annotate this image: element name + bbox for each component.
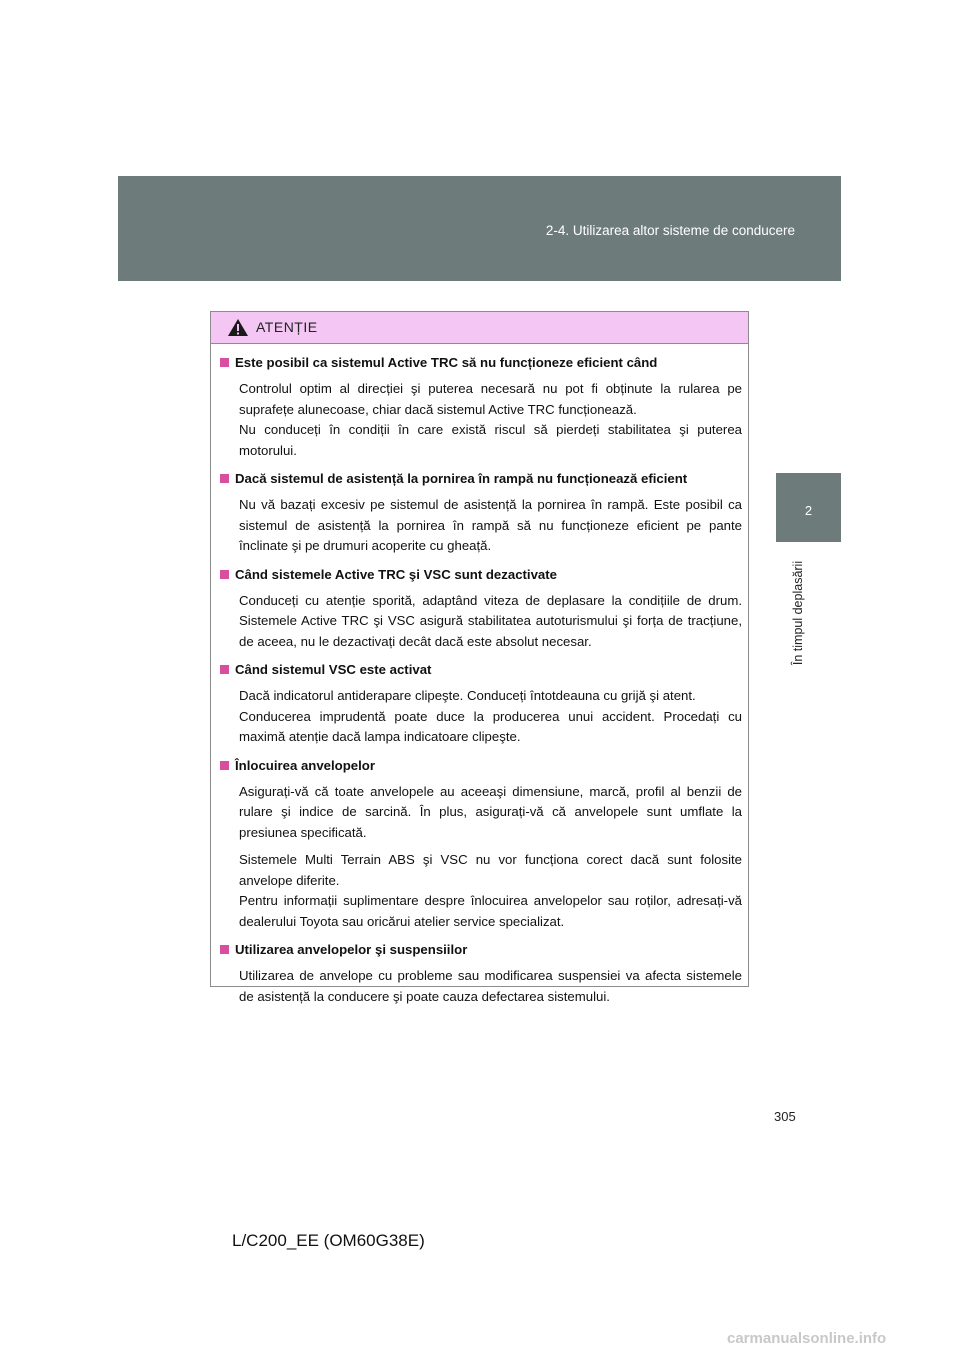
- square-bullet-icon: [220, 474, 229, 483]
- square-bullet-icon: [220, 945, 229, 954]
- square-bullet-icon: [220, 570, 229, 579]
- warning-section: [220, 470, 742, 557]
- paragraph-text: Dacă indicatorul antiderapare clipeşte. Conduceți întotdeauna cu grijă şi atent.: [239, 688, 696, 703]
- warning-title: ATENȚIE: [256, 319, 318, 335]
- paragraph-text: Sistemele Multi Terrain ABS şi VSC nu vor funcționa corect dacă sunt folosite anvelope diferite.: [239, 852, 742, 888]
- warning-section: [220, 661, 742, 748]
- section-paragraph: [239, 966, 742, 1007]
- section-paragraph: [239, 495, 742, 557]
- warning-section: [220, 566, 742, 653]
- paragraph-text: Conduceți cu atenție sporită, adaptând viteza de deplasare la condițiile de drum. Sistemele Active TRC şi VSC asigură stabilitatea autoturismului şi forța de tracțiune, de aceea, nu le dezactivați decât dacă este absolut necesar.: [239, 592, 742, 649]
- warning-section: [220, 941, 742, 1007]
- section-heading-text: Utilizarea anvelopelor şi suspensiilor: [235, 942, 468, 957]
- warning-triangle-icon: [227, 318, 249, 337]
- warning-box: [210, 311, 749, 1004]
- section-heading-text: Înlocuirea anvelopelor: [235, 757, 375, 773]
- section-heading-text: Când sistemul VSC este activat: [235, 662, 432, 677]
- square-bullet-icon: [220, 761, 229, 770]
- section-heading: [220, 661, 742, 679]
- chapter-header-band: [118, 176, 841, 281]
- side-chapter-tab: [776, 473, 841, 542]
- section-heading: [220, 470, 742, 488]
- section-heading-text: Când sistemele Active TRC şi VSC sunt dezactivate: [235, 566, 557, 582]
- section-heading: [220, 757, 742, 775]
- warning-section: [220, 757, 742, 933]
- warning-header: [211, 312, 748, 344]
- square-bullet-icon: [220, 358, 229, 367]
- warning-section: [220, 354, 742, 461]
- paragraph-text: Pentru informații suplimentare despre înlocuirea anvelopelor sau roților, adresați-vă dealerului Toyota sau oricărui atelier service specializat.: [239, 893, 742, 929]
- paragraph-text: Controlul optim al direcției şi puterea necesară nu pot fi obținute la rularea pe suprafețe alunecoase, chiar dacă sistemul Active TRC funcționează.: [239, 381, 742, 417]
- section-heading-text: Dacă sistemul de asistență la pornirea în rampă nu funcționează eficient: [235, 471, 688, 486]
- side-chapter-label: În timpul deplasării: [791, 560, 805, 666]
- paragraph-text: Conducerea imprudentă poate duce la producerea unui accident. Procedați cu maximă atenție dacă lampa indicatoare clipeşte.: [239, 708, 742, 744]
- warning-body: [211, 344, 748, 1007]
- section-paragraph: [239, 782, 742, 844]
- section-heading: [220, 566, 742, 584]
- paragraph-text: Nu vă bazați excesiv pe sistemul de asistență la pornirea în rampă. Este posibil ca sistemul de asistență la pornirea în rampă să nu funcționeze eficient pe pante înclinate şi pe drumuri acoperite cu gheață.: [239, 497, 742, 553]
- paragraph-text: Asigurați-vă că toate anvelopele au aceeaşi dimensiune, marcă, profil al benzii de rulare şi indice de sarcină. În plus, asigurați-vă că anvelopele sunt umflate la presiunea specificată.: [239, 783, 742, 840]
- section-paragraph: [239, 850, 742, 932]
- page-number: 305: [774, 1109, 796, 1124]
- section-paragraph: [239, 379, 742, 461]
- section-heading: [220, 354, 742, 372]
- square-bullet-icon: [220, 665, 229, 674]
- paragraph-text: Utilizarea de anvelope cu probleme sau modificarea suspensiei va afecta sistemele de asistență la conducere şi poate cauza defectarea sistemului.: [239, 968, 742, 1004]
- side-chapter-number: 2: [804, 503, 813, 518]
- section-paragraph: [239, 591, 742, 653]
- section-paragraph: [239, 686, 742, 748]
- section-heading: [220, 941, 742, 959]
- chapter-title: 2-4. Utilizarea altor sisteme de conducere: [545, 223, 795, 238]
- watermark-text: carmanualsonline.info: [727, 1330, 887, 1347]
- section-heading-text: Este posibil ca sistemul Active TRC să nu funcționeze eficient când: [235, 355, 658, 370]
- paragraph-text: Nu conduceți în condiții în care există riscul să pierdeți stabilitatea şi puterea motorului.: [239, 422, 742, 458]
- side-chapter-label-wrap: [788, 548, 808, 678]
- manual-code: L/C200_EE (OM60G38E): [232, 1231, 425, 1250]
